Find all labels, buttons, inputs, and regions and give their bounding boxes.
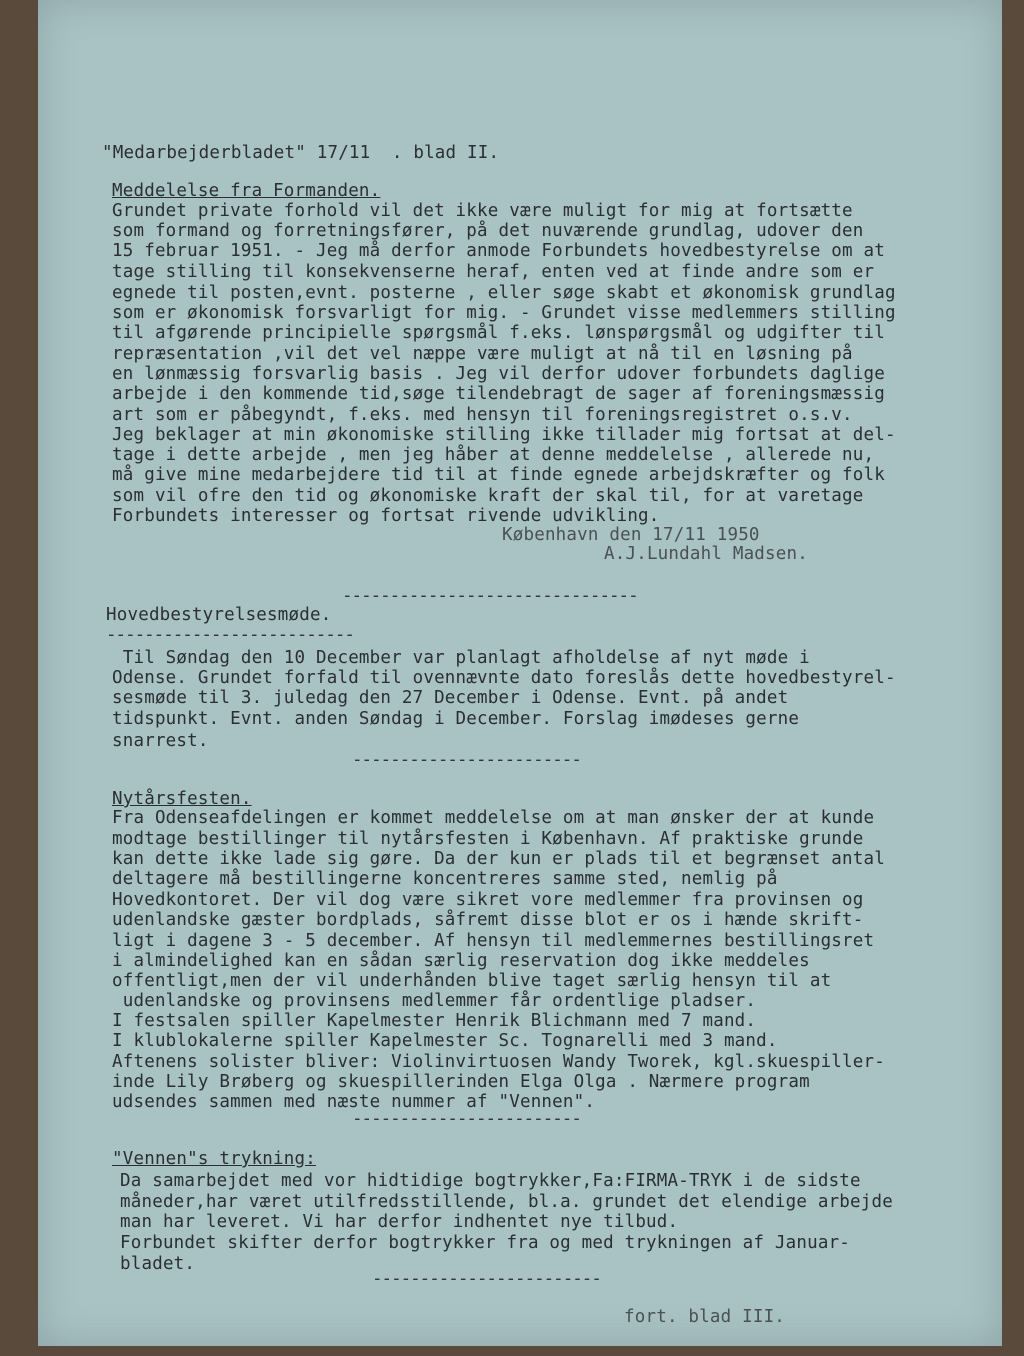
text-line: 15 februar 1951. - Jeg må derfor anmode Forbundets hovedbestyrelse om at <box>112 241 885 261</box>
dashed-separator: ------------------------ <box>352 1109 581 1129</box>
text-line: Aftenens solister bliver: Violinvirtuosen Wandy Tworek, kgl.skuespiller- <box>112 1052 885 1072</box>
text-line: Forbundet skifter derfor bogtrykker fra og med trykningen af Januar- <box>120 1233 851 1253</box>
text-line: kan dette ikke lade sig gøre. Da der kun er plads til et begrænset antal <box>112 849 885 869</box>
text-line: tage stilling til konsekvenserne heraf, enten ved at finde andre som er <box>112 262 875 282</box>
text-line: repræsentation ,vil det vel næppe være muligt at nå til en løsning på <box>112 344 853 364</box>
signature: A.J.Lundahl Madsen. <box>604 544 808 564</box>
text-line: som formand og forretningsfører, på det nuværende grundlag, udover den <box>112 221 864 241</box>
text-line: Fra Odenseafdelingen er kommet meddelelse om at man ønsker der at kunde <box>112 808 875 828</box>
text-line: udsendes sammen med næste nummer af "Vennen". <box>112 1092 596 1112</box>
text-line: bladet. <box>120 1254 196 1274</box>
text-line: Forbundets interesser og fortsat rivende udvikling. <box>112 506 660 526</box>
dashed-separator: ------------------------ <box>372 1269 601 1289</box>
place-date: København den 17/11 1950 <box>502 525 760 545</box>
section-heading: "Vennen"s trykning: <box>112 1149 316 1169</box>
text-line: som er økonomisk forsvarligt for mig. - Grundet visse medlemmers stilling <box>112 303 896 323</box>
text-line: til afgørende principielle spørgsmål f.eks. lønspørgsmål og udgifter til <box>112 323 885 343</box>
text-line: Jeg beklager at min økonomiske stilling ikke tillader mig fortsat at del- <box>112 425 896 445</box>
text-line: man har leveret. Vi har derfor indhentet nye tilbud. <box>120 1212 679 1232</box>
section-heading: Meddelelse fra Formanden. <box>112 181 381 201</box>
text-line: I festsalen spiller Kapelmester Henrik Blichmann med 7 mand. <box>112 1011 757 1031</box>
dashed-separator: ------------------------ <box>352 750 581 770</box>
text-line: som vil ofre den tid og økonomiske kraft der skal til, for at varetage <box>112 486 864 506</box>
text-line: I klublokalerne spiller Kapelmester Sc. Tognarelli med 3 mand. <box>112 1031 778 1051</box>
text-line: måneder,har været utilfredsstillende, bl.a. grundet det elendige arbejde <box>120 1192 893 1212</box>
text-line: egnede til posten,evnt. posterne , eller søge skabt et økonomisk grundlag <box>112 283 896 303</box>
text-line: Odense. Grundet forfald til ovennævnte dato foreslås dette hovedbestyrel- <box>112 668 896 688</box>
text-line: Til Søndag den 10 December var planlagt afholdelse af nyt møde i <box>112 648 810 668</box>
dashed-separator: ------------------------------- <box>342 586 638 606</box>
text-line: sesmøde til 3. juledag den 27 December i Odense. Evnt. på andet <box>112 688 789 708</box>
text-line: ligt i dagene 3 - 5 december. Af hensyn til medlemmernes bestillingsret <box>112 931 875 951</box>
page-continuation: fort. blad III. <box>624 1307 786 1327</box>
text-line: i almindelighed kan en sådan særlig reservation dog ikke meddeles <box>112 951 810 971</box>
text-line: Da samarbejdet med vor hidtidige bogtrykker,Fa:FIRMA-TRYK i de sidste <box>120 1171 861 1191</box>
text-line: snarrest. <box>112 731 209 751</box>
text-line: inde Lily Brøberg og skuespillerinden Elga Olga . Nærmere program <box>112 1072 810 1092</box>
text-line: Grundet private forhold vil det ikke være muligt for mig at fortsætte <box>112 201 853 221</box>
text-line: offentligt,men der vil underhånden blive taget særlig hensyn til at <box>112 971 832 991</box>
text-line: deltagere må bestillingerne koncentreres samme sted, nemlig på <box>112 869 778 889</box>
dashed-underline: -------------------------- <box>106 625 354 645</box>
section-heading: Hovedbestyrelsesmøde. <box>106 605 332 625</box>
text-line: modtage bestillinger til nytårsfesten i København. Af praktiske grunde <box>112 829 864 849</box>
text-line: tage i dette arbejde , men jeg håber at denne meddelelse , allerede nu, <box>112 445 875 465</box>
text-line: arbejde i den kommende tid,søge tilendebragt de sager af foreningsmæssig <box>112 384 885 404</box>
text-line: tidspunkt. Evnt. anden Søndag i December. Forslag imødeses gerne <box>112 709 800 729</box>
text-line: Hovedkontoret. Der vil dog være sikret vore medlemmer fra provinsen og <box>112 890 864 910</box>
text-line: udenlandske gæster bordplads, såfremt disse blot er os i hænde skrift- <box>112 910 864 930</box>
section-heading: Nytårsfesten. <box>112 789 252 809</box>
text-line: art som er påbegyndt, f.eks. med hensyn til foreningsregistret o.s.v. <box>112 405 853 425</box>
text-line: en lønmæssig forsvarlig basis . Jeg vil derfor udover forbundets daglige <box>112 364 885 384</box>
document-header: "Medarbejderbladet" 17/11 . blad II. <box>102 143 500 163</box>
text-line: udenlandske og provinsens medlemmer får ordentlige pladser. <box>112 991 757 1011</box>
text-line: må give mine medarbejdere tid til at finde egnede arbejdskræfter og folk <box>112 465 885 485</box>
paper-sheet <box>38 0 1002 1346</box>
